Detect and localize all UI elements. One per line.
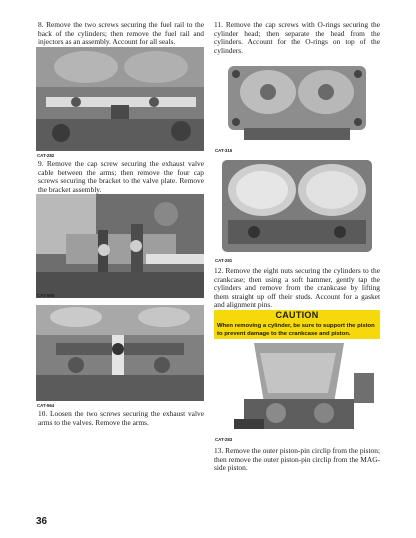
photo-caption-cat-283: CAT-283	[215, 437, 233, 442]
photo-caption-cat-568: CAT-568	[37, 293, 55, 298]
caution-title: CAUTION	[214, 310, 380, 322]
photo-exhaust-valve-arms	[36, 305, 204, 401]
step-13-text: 13. Remove the outer piston-pin circlip from the piston; then remove the outer piston-pin circlip from the MAG-side piston.	[214, 446, 380, 473]
step-10-text: 10. Loosen the two screws securing the exhaust valve arms to the valves. Remove the arms.	[38, 409, 204, 427]
photo-caption-cat-315: CAT-315	[215, 148, 233, 153]
step-11-text: 11. Remove the cap screws with O-rings securing the cylinder head; then separate the head from the cylinders. Account for the O-rings on top of the cylinders.	[214, 20, 380, 55]
photo-fuel-rail	[36, 47, 204, 151]
photo-exhaust-valve-bracket	[36, 194, 204, 298]
step-12-text: 12. Remove the eight nuts securing the cylinders to the crankcase; then using a soft hammer, gently tap the cylinders and remove from the crankcase by lifting them straight up off their studs. Account for a gasket and alignment pins.	[214, 266, 380, 310]
photo-piston	[214, 343, 380, 435]
step-9-text: 9. Remove the cap screw securing the exhaust valve cable between the arms; then remove the four cap screws securing the bracket to the valve plate. Remove the bracket assembly.	[38, 159, 204, 194]
photo-cylinder-head	[214, 56, 380, 146]
photo-caption-cat-282: CAT-282	[37, 153, 55, 158]
step-8-text: 8. Remove the two screws securing the fuel rail to the back of the cylinders; then remove the fuel rail and injectors as an assembly. Account for all seals.	[38, 20, 204, 47]
photo-caption-cat-281: CAT-281	[215, 258, 233, 263]
page-number: 36	[36, 516, 48, 527]
photo-cylinders	[214, 156, 380, 256]
caution-text: When removing a cylinder, be sure to support the piston to prevent damage to the crankcase and piston.	[214, 321, 380, 339]
photo-caption-cat-564: CAT-564	[37, 403, 55, 408]
